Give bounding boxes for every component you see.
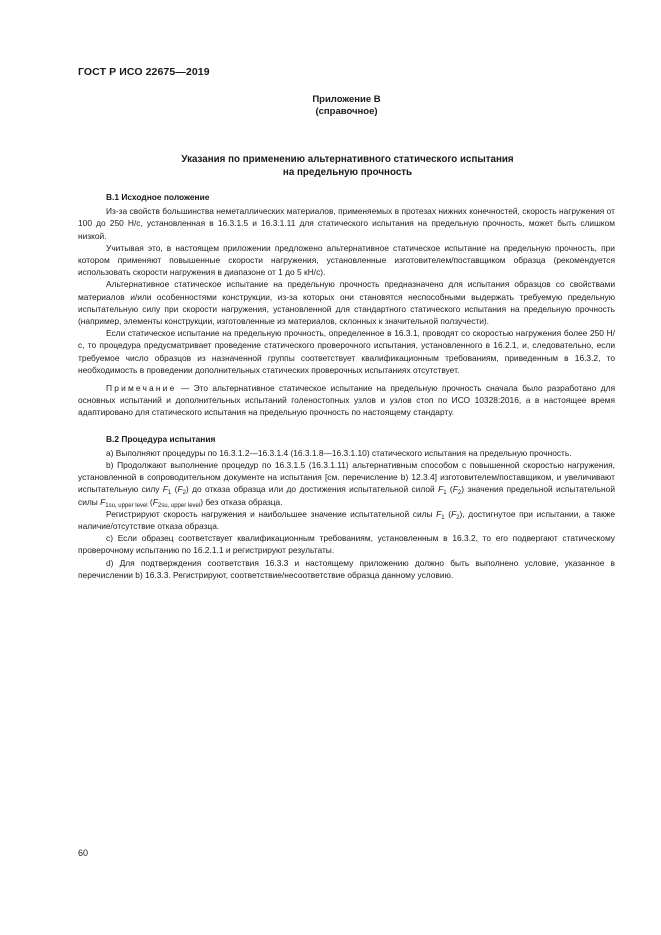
list-item-c: с) Если образец соответствует квалификационным требованиям, установленным в 16.3.2, то его подвергают статическому проверочному испытанию по 16.2.1.1 и регистрируют результаты. [78,533,615,556]
note-paragraph [78,382,615,419]
list-item-b: b) Продолжают выполнение процедур по 16.3.1.5 (16.3.1.11) альтернативным способом с повышенной скоростью нагружения, установленной в сопроводительном документе на испытания [см. перечисление b) 12.3.4] изготовителем/поставщиком, и увеличивают испытательную силу $F_1$ $(F_2)$ до отказа образца или до достижения испытательной силой $F_1$ $(F_2)$ значения предельной испытательной силы $F_{1su, upper level}$ $(F_{2su, upper level})$ без отказа образца. [78,460,616,509]
appendix-name: Приложение В [312,94,381,105]
appendix-label [78,94,615,118]
title-line-2: на предельную прочность [282,167,413,178]
page-number: 60 [78,848,89,858]
section-b1-heading: В.1 Исходное положение [106,192,210,202]
paragraph-record: Регистрируют скорость нагружения и наибольшее значение испытательной силы $F_1$ $(F_2)$, достигнутое при испытании, а также наличие/отсутствие отказа образца. [78,508,615,532]
list-item-a: а) Выполняют процедуры по 16.3.1.2—16.3.1.4 (16.3.1.8—16.3.1.10) статического испытания на предельную прочность. [106,447,572,458]
paragraph: Учитывая это, в настоящем приложении предложено альтернативное статическое испытание на предельную прочность, при котором применяют повышенные скорости нагружения, установленные изготовителем/поставщиком образца (рекомендуется использовать скорости нагружения в диапазоне от 1 до 5 кН/с). [78,242,615,278]
paragraph: Альтернативное статическое испытание на предельную прочность предназначено для испытания образцов со свойствами материалов и/или особенностями конструкции, из-за которых они становятся неспособными выдержать требуемую предельную испытательную силу при скорости нагружения, установленной для стандартного статического испытания на предельную прочность (например, элементы конструкции, изготовленные из материалов, склонных к значительной ползучести). [78,279,615,327]
note-text: — Это альтернативное статическое испытание на предельную прочность сначала было разработано для основных испытаний и дополнительных испытаний голеностопных узлов и узлов стоп по ИСО 10328:2016, а в настоящее время адаптировано для статического испытания на предельную прочность по настоящему стандарту. [78,383,615,418]
appendix-kind: (справочное) [315,106,378,117]
note-label: Примечание [106,383,177,394]
document-body [78,191,615,581]
title-line-1: Указания по применению альтернативного статического испытания [181,154,514,165]
section-b2-heading: В.2 Процедура испытания [106,433,216,444]
document-header: ГОСТ Р ИСО 22675—2019 [78,66,210,78]
appendix-title [110,153,585,179]
list-item-d: d) Для подтверждения соответствия 16.3.3 и настоящему приложению должно быть выполнено условие, указанное в перечислении b) 16.3.3. Регистрируют, соответствие/несоответствие образца данному условию. [78,557,615,580]
paragraph: Из-за свойств большинства неметаллических материалов, применяемых в протезах нижних конечностей, скорость нагружения от 100 до 250 Н/с, установленная в 16.3.1.5 и 16.3.1.11 для статического испытания на предельную прочность, может быть слишком низкой. [78,206,615,241]
paragraph: Если статическое испытание на предельную прочность, определенное в 16.3.1, проводят со скоростью нагружения более 250 Н/с, то процедура предусматривает проведение статического проверочного испытания, установленного в 16.2.1, и, следовательно, если требуемое число образцов из назначенной группы соответствует квалификационным требованиям, приведенным в 16.3.2, то необходимость в проведении дополнительных статических проверочных испытаниях отсутствует. [78,328,615,375]
